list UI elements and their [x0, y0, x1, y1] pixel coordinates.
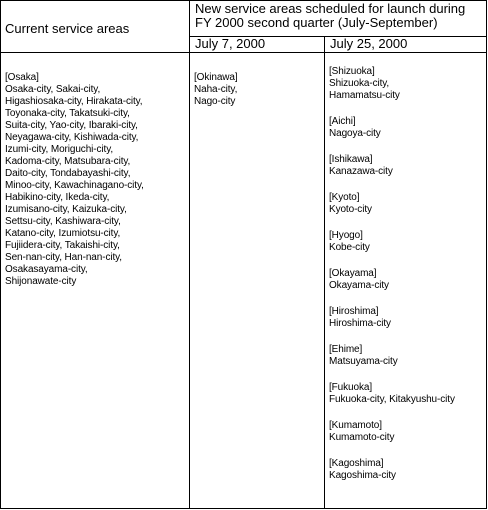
area-group-shizuoka — [329, 66, 486, 102]
body-row — [1, 53, 487, 509]
city-line: Minoo-city, Kawachinagano-city, — [5, 180, 144, 191]
city-line: Habikino-city, Ikeda-city, — [5, 192, 110, 203]
july-25-areas-cell — [325, 53, 487, 509]
prefecture-label: [Kumamoto] — [329, 420, 382, 431]
current-areas-header — [1, 1, 190, 53]
prefecture-label: [Shizuoka] — [329, 66, 375, 77]
city-line: Kagoshima-city — [329, 470, 396, 481]
city-line: Naha-city, — [194, 84, 238, 95]
current-areas-cell — [1, 53, 190, 509]
city-line: Settsu-city, Kashiwara-city, — [5, 216, 121, 227]
city-line: Okayama-city — [329, 280, 389, 291]
prefecture-label: [Osaka] — [5, 72, 39, 83]
prefecture-label: [Okinawa] — [194, 72, 238, 83]
city-line: Neyagawa-city, Kishiwada-city, — [5, 132, 139, 143]
city-line: Nago-city — [194, 96, 236, 107]
prefecture-label: [Kyoto] — [329, 192, 360, 203]
date-july-7-label: July 7, 2000 — [195, 35, 266, 51]
city-line: Daito-city, Tondabayashi-city, — [5, 168, 131, 179]
new-areas-header — [190, 1, 487, 37]
prefecture-label: [Ishikawa] — [329, 154, 373, 165]
area-group-hyogo — [329, 230, 486, 254]
area-group-okayama — [329, 268, 486, 292]
city-line: Toyonaka-city, Takatsuki-city, — [5, 108, 130, 119]
area-group-ishikawa — [329, 154, 486, 178]
prefecture-label: [Ehime] — [329, 344, 363, 355]
city-line: Shizuoka-city, — [329, 78, 390, 89]
current-areas-header-label: Current service areas — [5, 21, 130, 36]
city-line: Izumisano-city, Kaizuka-city, — [5, 204, 127, 215]
header-row — [1, 1, 487, 37]
city-line: Fujiidera-city, Takaishi-city, — [5, 240, 120, 251]
new-areas-header-line-2: FY 2000 second quarter (July-September) — [195, 15, 438, 30]
new-areas-header-line-1: New service areas scheduled for launch during — [195, 1, 466, 16]
date-header-july-25 — [325, 36, 487, 52]
prefecture-label: [Fukuoka] — [329, 382, 373, 393]
city-line: Hamamatsu-city — [329, 90, 400, 101]
city-line: Kyoto-city — [329, 204, 372, 215]
city-line: Osaka-city, Sakai-city, — [5, 84, 101, 95]
date-july-25-label: July 25, 2000 — [330, 35, 408, 51]
area-group-kumamoto — [329, 420, 486, 444]
city-line: Kumamoto-city — [329, 432, 395, 443]
prefecture-label: [Kagoshima] — [329, 458, 384, 469]
prefecture-label: [Okayama] — [329, 268, 377, 279]
city-line: Kobe-city — [329, 242, 370, 253]
prefecture-label: [Hiroshima] — [329, 306, 379, 317]
area-group-ehime — [329, 344, 486, 368]
area-group-okinawa — [194, 72, 324, 108]
area-group-aichi — [329, 116, 486, 140]
area-group-osaka — [5, 72, 189, 288]
city-line: Nagoya-city — [329, 128, 381, 139]
prefecture-label: [Aichi] — [329, 116, 356, 127]
city-line: Izumi-city, Moriguchi-city, — [5, 144, 114, 155]
city-line: Higashiosaka-city, Hirakata-city, — [5, 96, 143, 107]
city-line: Katano-city, Izumiotsu-city, — [5, 228, 121, 239]
area-group-fukuoka — [329, 382, 486, 406]
city-line: Fukuoka-city, Kitakyushu-city — [329, 394, 455, 405]
city-line: Kanazawa-city — [329, 166, 393, 177]
city-line: Hiroshima-city — [329, 318, 391, 329]
city-line: Sen-nan-city, Han-nan-city, — [5, 252, 122, 263]
july-7-areas-cell — [190, 53, 325, 509]
city-line: Shijonawate-city — [5, 276, 77, 287]
area-group-kyoto — [329, 192, 486, 216]
city-line: Kadoma-city, Matsubara-city, — [5, 156, 131, 167]
area-group-kagoshima — [329, 458, 486, 482]
city-line: Suita-city, Yao-city, Ibaraki-city, — [5, 120, 138, 131]
city-line: Matsuyama-city — [329, 356, 398, 367]
area-group-hiroshima — [329, 306, 486, 330]
prefecture-label: [Hyogo] — [329, 230, 363, 241]
date-header-july-7 — [190, 36, 325, 52]
city-line: Osakasayama-city, — [5, 264, 88, 275]
